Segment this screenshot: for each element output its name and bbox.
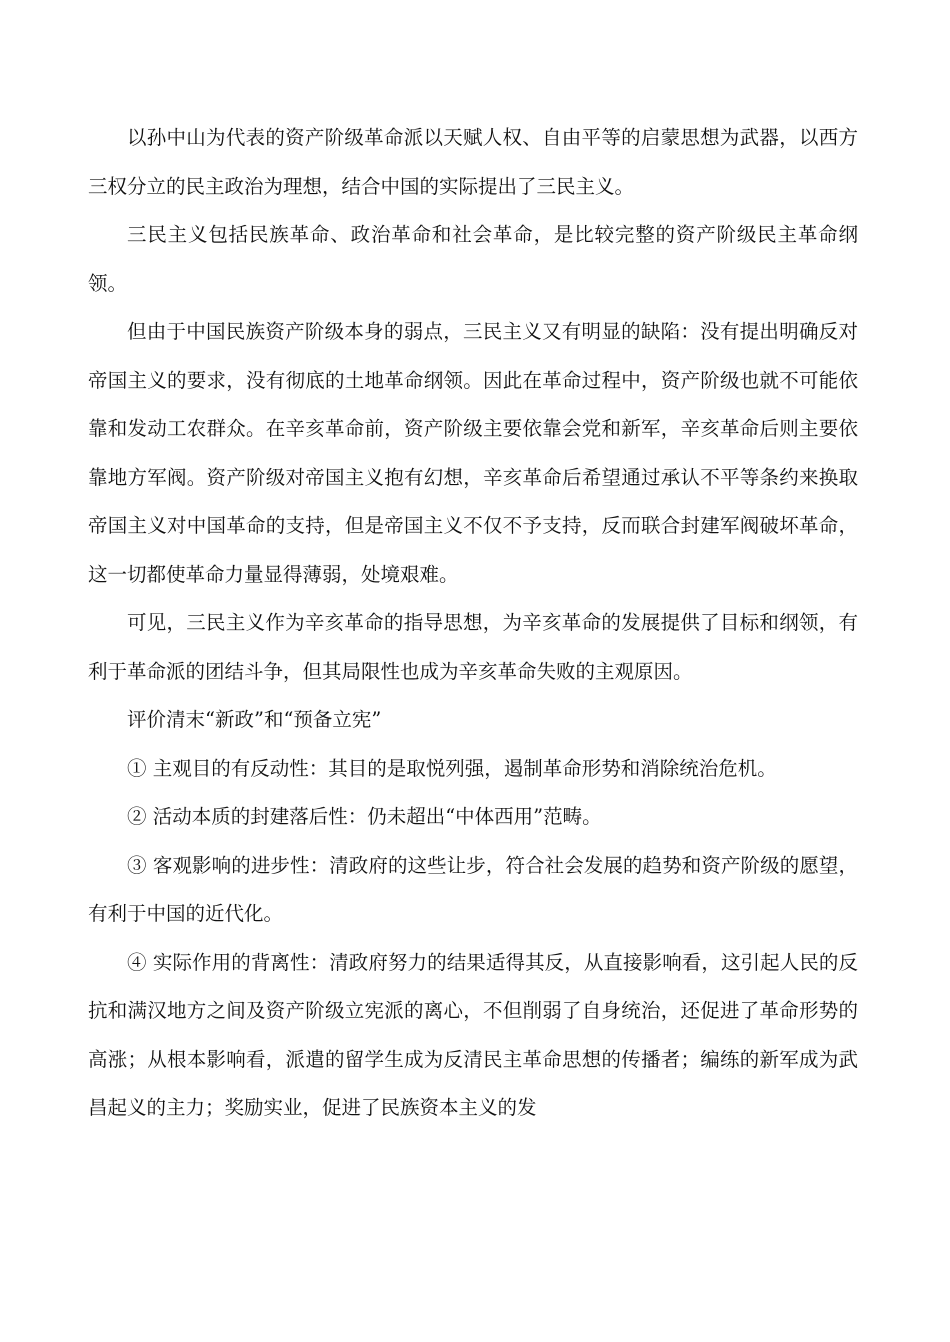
section-heading-new-policy: 评价清末“新政”和“预备立宪” <box>127 708 382 731</box>
paragraph-sanmin-content: 三民主义包括民族革命、政治革命和社会革命，是比较完整的资产阶级民主革命纲领。 <box>88 223 858 295</box>
document-body <box>88 114 858 1133</box>
list-item-point-3: ③ 客观影响的进步性：清政府的这些让步，符合社会发展的趋势和资产阶级的愿望，有利于中国的近代化。 <box>88 853 858 925</box>
list-item-point-1: ① 主观目的有反动性：其目的是取悦列强，遏制革命形势和消除统治危机。 <box>127 756 777 780</box>
paragraph-sanmin-origin: 以孙中山为代表的资产阶级革命派以天赋人权、自由平等的启蒙思想为武器，以西方三权分立的民主政治为理想，结合中国的实际提出了三民主义。 <box>88 126 858 198</box>
list-item-point-2: ② 活动本质的封建落后性：仍未超出“中体西用”范畴。 <box>127 805 602 828</box>
paragraph-sanmin-defects: 但由于中国民族资产阶级本身的弱点，三民主义又有明显的缺陷：没有提出明确反对帝国主义的要求，没有彻底的土地革命纲领。因此在革命过程中，资产阶级也就不可能依靠和发动工农群众。在辛亥革命前，资产阶级主要依靠会党和新军，辛亥革命后则主要依靠地方军阀。资产阶级对帝国主义抱有幻想，辛亥革命后希望通过承认不平等条约来换取帝国主义对中国革命的支持，但是帝国主义不仅不予支持，反而联合封建军阀破坏革命，这一切都使革命力量显得薄弱，处境艰难。 <box>88 320 858 586</box>
list-item-point-4: ④ 实际作用的背离性：清政府努力的结果适得其反，从直接影响看，这引起人民的反抗和满汉地方之间及资产阶级立宪派的离心，不但削弱了自身统治，还促进了革命形势的高涨；从根本影响看，派遣的留学生成为反清民主革命思想的传播者；编练的新军成为武昌起义的主力；奖励实业，促进了民族资本主义的发 <box>88 950 858 1119</box>
paragraph-sanmin-conclusion: 可见，三民主义作为辛亥革命的指导思想，为辛亥革命的发展提供了目标和纲领，有利于革命派的团结斗争，但其局限性也成为辛亥革命失败的主观原因。 <box>88 611 858 683</box>
